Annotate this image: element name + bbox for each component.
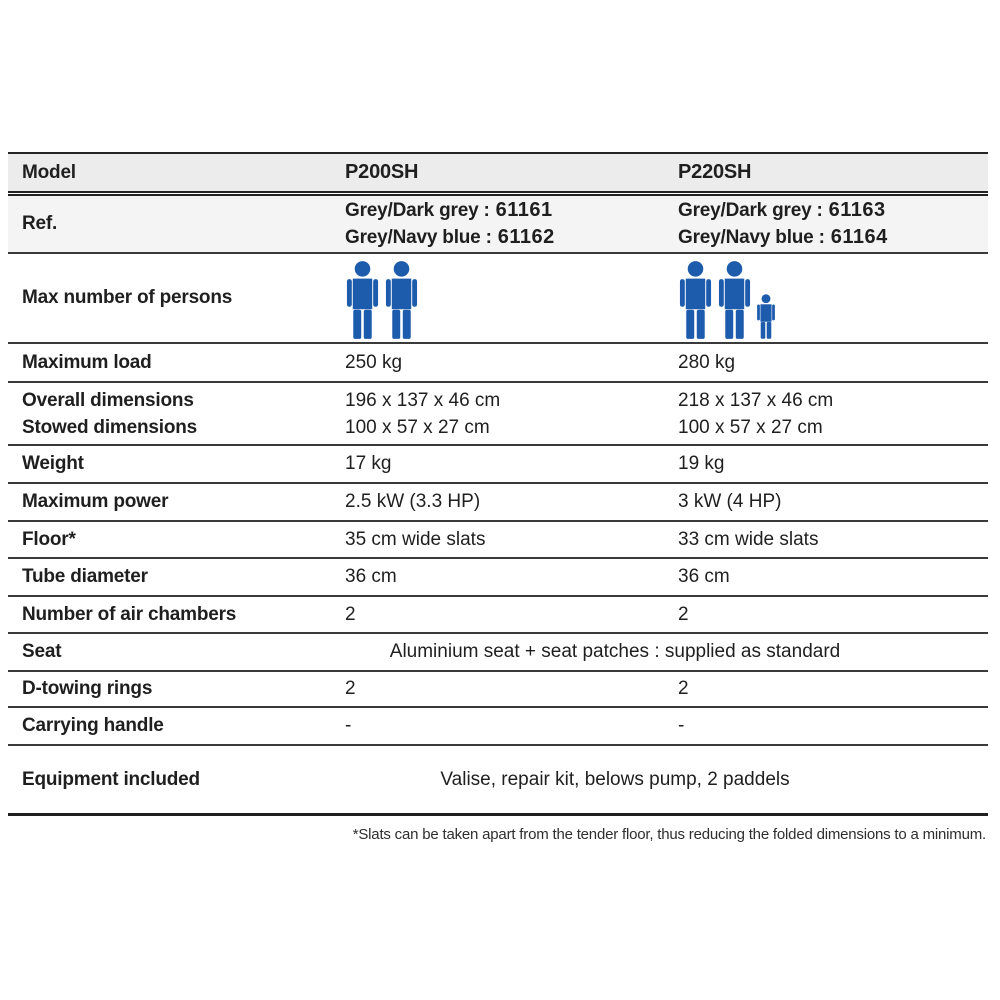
ref-color-name: Grey/Navy blue : xyxy=(678,227,825,248)
overall-dimensions-value: 196 x 137 x 46 cm xyxy=(345,389,501,411)
spec-table xyxy=(8,152,988,816)
value-p220sh: 3 kW (4 HP) xyxy=(678,491,782,512)
row-label: Carrying handle xyxy=(22,715,164,736)
ref-color-name: Grey/Dark grey : xyxy=(345,200,490,221)
ref-color-name: Grey/Dark grey : xyxy=(678,200,823,221)
row-label: Equipment included xyxy=(22,768,200,790)
persons-icons-p220sh xyxy=(678,257,988,339)
table-row-maximum-load xyxy=(8,344,988,383)
ref-label: Ref. xyxy=(22,213,58,234)
table-row-air-chambers xyxy=(8,597,988,634)
ref-line xyxy=(345,197,553,224)
overall-dimensions-value: 218 x 137 x 46 cm xyxy=(678,389,834,411)
value-p220sh: 19 kg xyxy=(678,453,725,474)
ref-line xyxy=(678,197,886,224)
seat-span-value: Aluminium seat + seat patches : supplied as standard xyxy=(389,641,841,662)
model-name-p200sh: P200SH xyxy=(345,161,419,183)
table-row-seat xyxy=(8,634,988,672)
ref-row xyxy=(8,196,988,254)
persons-label: Max number of persons xyxy=(22,287,233,308)
row-label: Tube diameter xyxy=(22,566,148,587)
value-p220sh: 2 xyxy=(678,678,689,699)
ref-cell-p220sh xyxy=(678,197,988,251)
person-adult-icon xyxy=(717,261,752,339)
persons-row xyxy=(8,254,988,344)
row-label: Floor* xyxy=(22,528,76,550)
row-label xyxy=(8,387,345,441)
ref-code: 61164 xyxy=(830,226,888,248)
ref-color-name: Grey/Navy blue : xyxy=(345,227,492,248)
ref-line xyxy=(678,224,888,251)
table-row-equipment xyxy=(8,746,988,816)
table-row-weight xyxy=(8,446,988,484)
row-label: Weight xyxy=(22,453,84,474)
ref-code: 61162 xyxy=(497,226,555,248)
value-p200sh: 36 cm xyxy=(345,566,397,587)
ref-code: 61161 xyxy=(495,199,553,221)
ref-line xyxy=(345,224,555,251)
ref-cell-p200sh xyxy=(345,197,678,251)
value-p200sh: - xyxy=(345,715,352,736)
stowed-dimensions-label: Stowed dimensions xyxy=(22,416,198,438)
value-p200sh: 35 cm wide slats xyxy=(345,528,486,550)
stowed-dimensions-value: 100 x 57 x 27 cm xyxy=(345,416,490,438)
value-p200sh: 2 xyxy=(345,678,356,699)
value-p220sh: 33 cm wide slats xyxy=(678,528,819,550)
equipment-span-value: Valise, repair kit, belows pump, 2 paddels xyxy=(440,768,790,790)
persons-icons-p200sh xyxy=(345,257,678,339)
model-label: Model xyxy=(22,161,76,183)
value-p200sh: 250 kg xyxy=(345,351,403,373)
model-header-row xyxy=(8,154,988,191)
table-row-carrying-handle xyxy=(8,708,988,746)
person-icon-group xyxy=(678,257,988,339)
ref-code: 61163 xyxy=(828,199,886,221)
value-p200sh: 17 kg xyxy=(345,453,392,474)
value-p200sh xyxy=(345,387,678,441)
row-label: D-towing rings xyxy=(22,678,153,699)
model-name-p220sh: P220SH xyxy=(678,161,752,183)
person-child-icon xyxy=(756,294,776,339)
person-adult-icon xyxy=(678,261,713,339)
table-row-d-towing-rings xyxy=(8,672,988,708)
value-p220sh: 280 kg xyxy=(678,351,736,373)
table-row-floor xyxy=(8,522,988,559)
value-p200sh: 2.5 kW (3.3 HP) xyxy=(345,491,481,512)
overall-dimensions-label: Overall dimensions xyxy=(22,389,194,411)
row-label: Number of air chambers xyxy=(22,603,237,625)
row-label: Seat xyxy=(22,641,62,662)
stowed-dimensions-value: 100 x 57 x 27 cm xyxy=(678,416,823,438)
table-row-dimensions xyxy=(8,383,988,446)
value-p220sh xyxy=(678,387,988,441)
person-icon-group xyxy=(345,257,678,339)
value-p220sh: - xyxy=(678,715,685,736)
value-p220sh: 36 cm xyxy=(678,566,730,587)
person-adult-icon xyxy=(345,261,380,339)
slats-footnote: *Slats can be taken apart from the tender floor, thus reducing the folded dimensions to a minimum. xyxy=(352,826,986,843)
value-p200sh: 2 xyxy=(345,603,356,625)
row-label: Maximum load xyxy=(22,351,152,373)
table-row-maximum-power xyxy=(8,484,988,522)
value-p220sh: 2 xyxy=(678,603,689,625)
person-adult-icon xyxy=(384,261,419,339)
row-label: Maximum power xyxy=(22,491,169,512)
table-row-tube-diameter xyxy=(8,559,988,597)
